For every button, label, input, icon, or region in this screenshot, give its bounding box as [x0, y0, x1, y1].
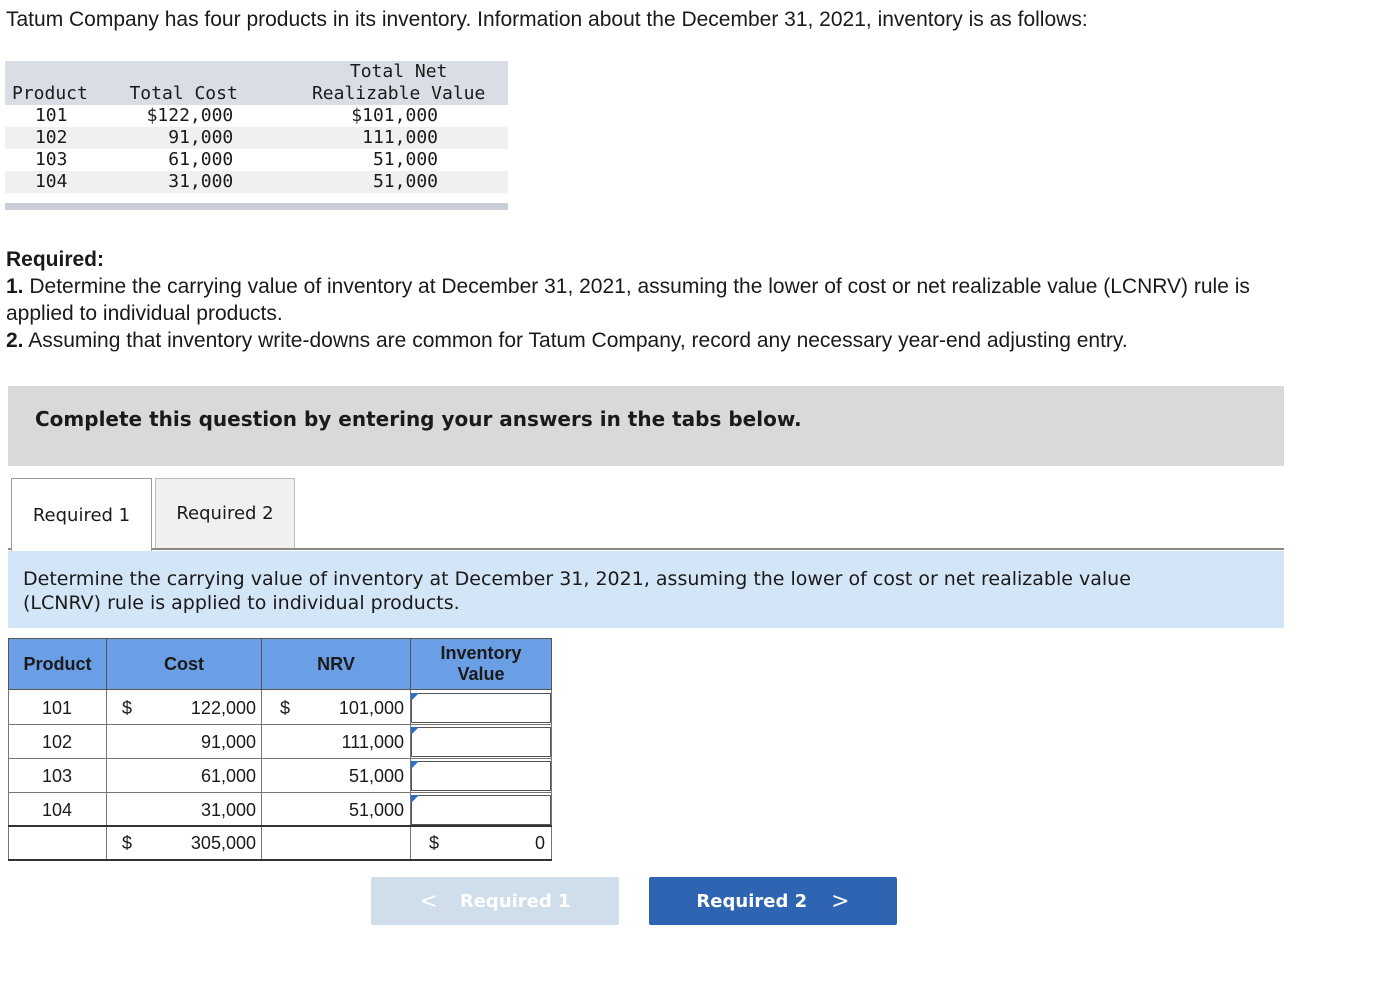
grid-header-cost: Cost	[106, 638, 262, 690]
grid-cost: 91,000	[200, 731, 256, 752]
required-item-1	[6, 273, 1382, 300]
grid-product: 103	[41, 765, 73, 786]
tab-divider	[8, 548, 11, 550]
info-table-bottom-bar	[5, 203, 508, 210]
info-nrv: 111,000	[289, 127, 508, 149]
grid-total-inventory-value: 0	[534, 833, 545, 853]
chevron-left-icon: <	[419, 888, 438, 914]
required-item-2-number: 2.	[6, 329, 24, 352]
required-section	[6, 246, 1382, 354]
info-row	[5, 149, 508, 171]
grid-product: 102	[41, 731, 73, 752]
grid-total-row	[8, 828, 552, 861]
info-header-total-cost: Total Cost	[97, 61, 289, 105]
info-cost: $122,000	[146, 105, 234, 126]
grid-row	[8, 691, 552, 725]
grid-header-inventory-value	[410, 638, 552, 690]
info-row	[5, 127, 508, 149]
info-product: 101	[34, 105, 68, 126]
info-product: 102	[5, 127, 97, 149]
info-header-product: Product	[5, 61, 97, 105]
intro-text: Tatum Company has four products in its inventory. Information about the December 31, 2021, inventory is as follows:	[6, 8, 1088, 31]
question-text: Determine the carrying value of inventory at December 31, 2021, assuming the lower of cost or net realizable value (LCNRV) rule is applied to individual products.	[23, 568, 1131, 614]
grid-product: 101	[41, 697, 73, 718]
grid-header-product: Product	[8, 638, 107, 690]
grid-cost: 31,000	[200, 799, 256, 820]
info-row	[5, 171, 508, 193]
tab-divider	[152, 548, 1284, 550]
previous-button-label: Required 1	[459, 890, 571, 912]
info-header-nrv-line2: Realizable Value	[311, 83, 486, 104]
inventory-info-table	[5, 61, 508, 193]
required-heading: Required:	[6, 248, 105, 271]
grid-nrv: 51,000	[348, 799, 404, 820]
info-nrv: 51,000	[372, 149, 438, 170]
info-product: 104	[5, 171, 97, 193]
grid-currency-symbol: $	[122, 697, 133, 718]
required-item-1-continued: applied to individual products.	[6, 302, 283, 325]
info-cost: 91,000	[97, 127, 289, 149]
info-cost: 61,000	[168, 149, 234, 170]
info-nrv: $101,000	[351, 105, 438, 126]
grid-product: 104	[41, 799, 73, 820]
inventory-value-input[interactable]	[411, 727, 551, 757]
inventory-value-input[interactable]	[411, 761, 551, 791]
grid-header-inventory-line1: Inventory	[440, 643, 522, 663]
chevron-right-icon: >	[831, 888, 850, 914]
info-product: 103	[34, 149, 68, 170]
grid-nrv: 111,000	[341, 731, 404, 752]
next-button-label: Required 2	[696, 890, 808, 912]
grid-total-cost: 305,000	[190, 833, 256, 853]
instruction-text: Complete this question by entering your answers in the tabs below.	[35, 407, 802, 431]
inventory-value-input[interactable]	[411, 795, 551, 825]
grid-currency-symbol: $	[280, 697, 291, 718]
tab-required-1[interactable]: Required 1	[11, 478, 152, 551]
required-item-1-number: 1.	[6, 275, 24, 298]
grid-currency-symbol: $	[429, 833, 440, 853]
info-header-nrv-line1: Total Net	[349, 61, 448, 82]
required-item-1-text: Determine the carrying value of inventory at December 31, 2021, assuming the lower of cost or net realizable value (LCNRV) rule is	[23, 275, 1250, 298]
grid-nrv: 101,000	[338, 697, 404, 718]
inventory-value-input[interactable]	[411, 693, 551, 723]
info-row	[5, 105, 508, 127]
grid-cost: 122,000	[190, 697, 256, 718]
tab-required-2[interactable]: Required 2	[155, 478, 295, 549]
required-item-2	[6, 327, 1382, 354]
info-nrv: 51,000	[289, 171, 508, 193]
grid-row	[8, 759, 552, 793]
grid-cost: 61,000	[200, 765, 256, 786]
grid-currency-symbol: $	[122, 833, 133, 853]
grid-row	[8, 793, 552, 827]
required-item-2-text: Assuming that inventory write-downs are common for Tatum Company, record any necessary year-end adjusting entry.	[23, 329, 1128, 352]
instruction-banner	[8, 386, 1284, 466]
question-panel	[8, 551, 1284, 628]
next-button[interactable]	[649, 877, 897, 925]
grid-row	[8, 725, 552, 759]
grid-header-nrv: NRV	[261, 638, 411, 690]
previous-button[interactable]	[371, 877, 619, 925]
grid-header-inventory-line2: Value	[457, 664, 505, 684]
info-header-nrv	[289, 61, 508, 105]
grid-nrv: 51,000	[348, 765, 404, 786]
info-cost: 31,000	[97, 171, 289, 193]
